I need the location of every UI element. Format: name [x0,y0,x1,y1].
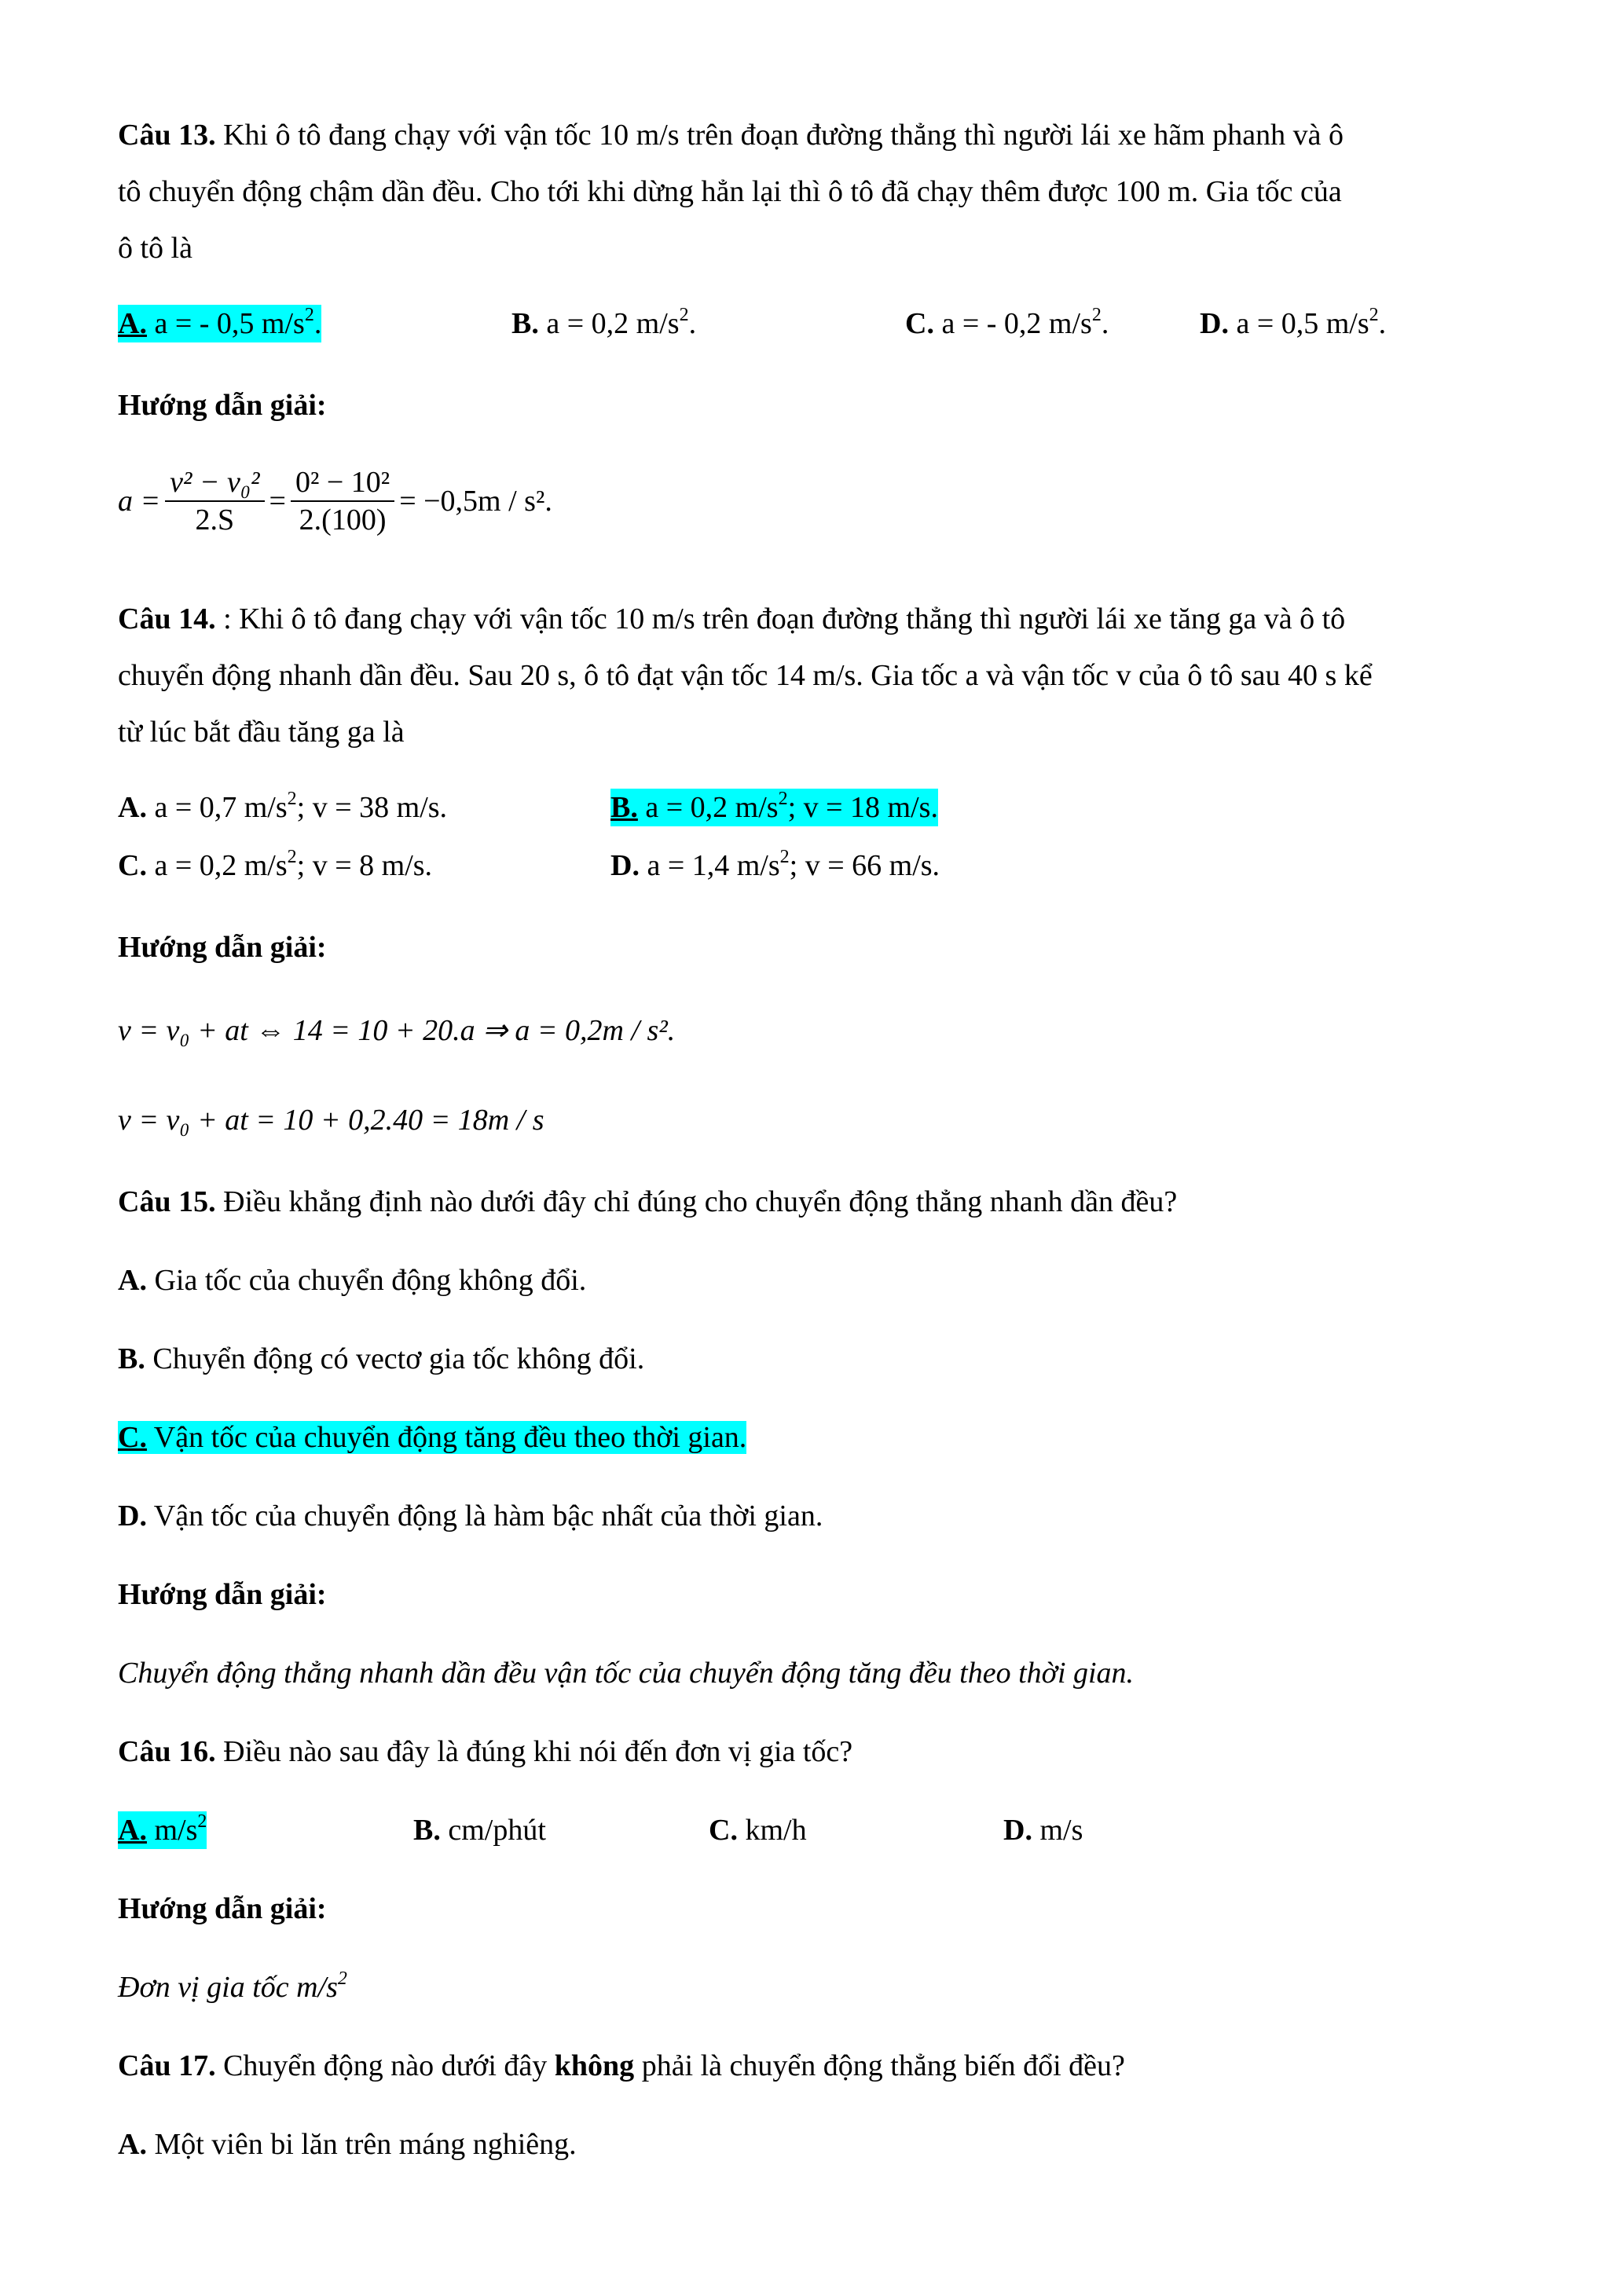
q14-line3: từ lúc bắt đầu tăng ga là [118,716,405,749]
q16-guide-heading: Hướng dẫn giải: [118,1892,327,1925]
q13-option-c: C. a = - 0,2 $m/s^2$. [905,305,1109,340]
q15-question: Câu 15. Điều khẳng định nào dưới đây chỉ đúng cho chuyển động thẳng nhanh dần đều? [118,1185,1178,1218]
q16-label: Câu 16. [118,1735,216,1768]
q16-option-c: C. km/h [709,1814,807,1847]
q15-guide-heading: Hướng dẫn giải: [118,1578,327,1611]
q13-option-a: A. a = - 0,5 $m/s^2$. [118,305,321,342]
q13-formula: a = $\frac{\text{v² − v₀²}}{2.S}$ = $\frac{\text{0² − 10²}}{2.(100)}$ = −0,5m / s². [118,466,552,536]
q13-option-d: D. a = 0,5 $m/s^2$. [1200,305,1387,340]
q15-option-a: A. Gia tốc của chuyển động không đổi. [118,1264,587,1297]
q16-option-b: B. cm/phút [413,1814,546,1847]
q14-equation-2: v = v₀ + at = 10 + 0,2.40 = 18m / s [118,1104,544,1137]
q17-option-a: A. Một viên bi lăn trên máng nghiêng. [118,2128,577,2161]
q13-fraction-1: $\frac{\text{v² − v₀²}}{2.S}$ [165,466,264,536]
q16-option-d: D. m/s [1003,1814,1083,1847]
q13-line1 [118,116,1344,154]
q14-guide-heading: Hướng dẫn giải: [118,931,327,964]
q15-explanation: Chuyển động thẳng nhanh dần đều vận tốc của chuyển động tăng đều theo thời gian. [118,1657,1135,1690]
q17-label: Câu 17. [118,2049,216,2082]
q13-guide-heading: Hướng dẫn giải: [118,389,327,422]
q15-option-b: B. Chuyển động có vectơ gia tốc không đổi. [118,1342,645,1375]
q16-option-a: A. $m/s^2$ [118,1811,207,1849]
q13-option-b: B. a = 0,2 $m/s^2$. [511,305,697,340]
q13-line2: tô chuyển động chậm dần đều. Cho tới khi dừng hẳn lại thì ô tô đã chạy thêm được 100 m. Gia tốc của [118,175,1342,208]
q14-line1: Câu 14. : Khi ô tô đang chạy với vận tốc 10 m/s trên đoạn đường thẳng thì người lái xe tăng ga và ô tô [118,602,1346,635]
q14-option-c: C. a = 0,2 $m/s^2$; v = 8 m/s. [118,847,433,882]
q16-question: Câu 16. Điều nào sau đây là đúng khi nói đến đơn vị gia tốc? [118,1735,853,1768]
q14-line2: chuyển động nhanh dần đều. Sau 20 s, ô tô đạt vận tốc 14 m/s. Gia tốc a và vận tốc v của ô tô sau 40 s kể [118,659,1373,692]
q17-question: Câu 17. Chuyển động nào dưới đây không phải là chuyển động thẳng biến đổi đều? [118,2049,1125,2082]
q14-option-b: B. a = 0,2 $m/s^2$; v = 18 m/s. [610,789,938,826]
q15-label: Câu 15. [118,1185,216,1218]
q13-fraction-2: $\frac{\text{0² − 10²}}{2.(100)}$ [291,466,394,536]
q14-equation-1: v = v₀ + at ⇔ 14 = 10 + 20.a ⇒ a = 0,2m / s². [118,1014,676,1047]
q13-line3: ô tô là [118,232,192,265]
q14-option-d: D. a = 1,4 $m/s^2$; v = 66 m/s. [610,847,940,882]
q13-text-1: Khi ô tô đang chạy với vận tốc 10 m/s trên đoạn đường thẳng thì người lái xe hãm phanh và ô [215,119,1344,152]
q14-option-a: A. a = 0,7 $m/s^2$; v = 38 m/s. [118,789,448,824]
q15-option-c: C. Vận tốc của chuyển động tăng đều theo thời gian. [118,1421,747,1454]
q16-explanation: Đơn vị gia tốc $m/s^2$ [118,1968,347,2004]
q14-label: Câu 14. [118,602,216,635]
q15-option-d: D. Vận tốc của chuyển động là hàm bậc nhất của thời gian. [118,1500,823,1532]
q13-label: Câu 13. [118,119,216,152]
